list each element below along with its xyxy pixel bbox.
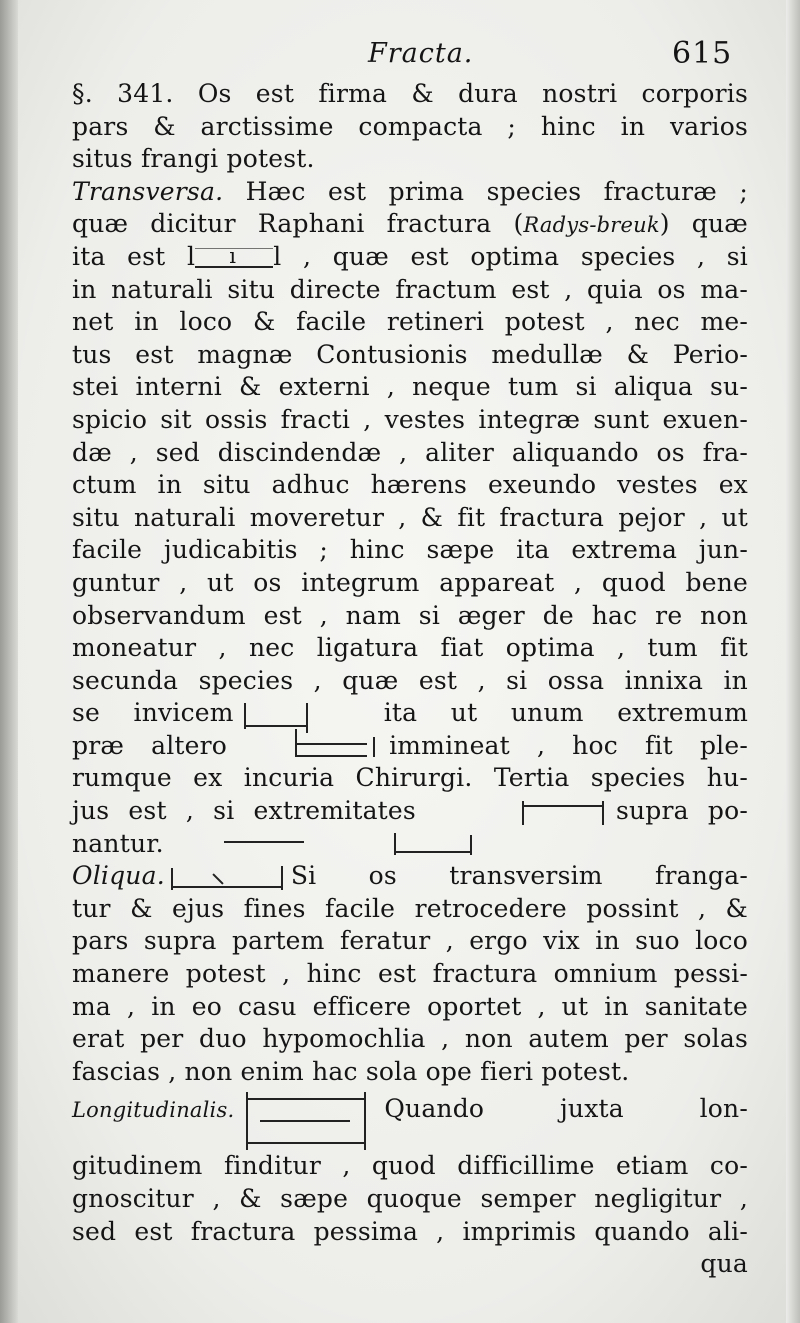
- text-line-15: [72, 534, 748, 567]
- line-32-text: Quando juxta lon-: [384, 1094, 748, 1124]
- longitudinal-fracture-figure: [234, 1092, 384, 1150]
- line-3-text: situs frangi potest.: [72, 144, 315, 174]
- text-line-5: [72, 208, 748, 241]
- text-line-2: [72, 111, 748, 144]
- line-26-text: tur & ejus fines facile retrocedere possint , &: [72, 893, 748, 923]
- text-line-25: [72, 860, 748, 893]
- text-line-23: [72, 795, 748, 828]
- line-30-text: erat per duo hypomochlia , non autem per solas: [72, 1024, 748, 1054]
- page-number: 615: [672, 36, 733, 71]
- text-line-26: [72, 893, 748, 926]
- text-line-31: [72, 1056, 748, 1089]
- line-35-text: sed est fractura pessima , imprimis quando ali-: [72, 1216, 748, 1246]
- third-species-figure-lower: [224, 833, 514, 857]
- third-species-figure-upper: [416, 801, 616, 825]
- line-6-text-c: l , quæ est optima species , si: [273, 241, 748, 271]
- line-31-text: fascias , non enim hac sola ope fieri potest.: [72, 1056, 630, 1086]
- text-line-1: [72, 78, 748, 111]
- line-21-text-b: immineat , hoc fit ple-: [389, 730, 748, 760]
- text-line-29: [72, 991, 748, 1024]
- text-line-19: [72, 665, 748, 698]
- line-23-text-b: supra po-: [615, 796, 748, 826]
- running-head: Fracta.: [368, 38, 474, 69]
- text-line-3: [72, 143, 748, 176]
- text-line-30: [72, 1023, 748, 1056]
- text-line-35: [72, 1216, 748, 1249]
- catchword-line: [72, 1248, 748, 1281]
- line-15-text: facile judicabitis ; hinc sæpe ita extrema jun-: [72, 535, 748, 565]
- dutch-term: Radys-breuk: [523, 213, 660, 238]
- text-line-11: [72, 404, 748, 437]
- line-20-text-a: se invicem: [72, 698, 234, 728]
- text-line-9: [72, 339, 748, 372]
- text-line-32: [72, 1088, 748, 1150]
- line-14-text: situ naturali moveretur , & fit fractura pejor , ut: [72, 502, 748, 532]
- line-2-text: pars & arctissime compacta ; hinc in varios: [72, 111, 748, 141]
- line-9-text: tus est magnæ Contusionis medullæ & Perio-: [72, 339, 748, 369]
- line-34-text: gnoscitur , & sæpe quoque semper negligitur ,: [72, 1184, 748, 1213]
- text-line-22: [72, 762, 748, 795]
- text-line-33: [72, 1150, 748, 1183]
- text-line-13: [72, 469, 748, 502]
- text-line-17: [72, 600, 748, 633]
- text-line-8: [72, 306, 748, 339]
- line-12-text: dæ , sed discindendæ , aliter aliquando os fra-: [72, 437, 748, 467]
- line-5-text-a: quæ dicitur Raphani fractura (: [72, 209, 524, 239]
- text-line-18: [72, 632, 748, 665]
- text-line-21: [72, 730, 748, 763]
- text-line-16: [72, 567, 748, 600]
- heading-transversa: Transversa.: [72, 176, 224, 206]
- line-13-text: ctum in situ adhuc hærens exeundo vestes ex: [72, 470, 748, 500]
- page-gutter-shadow: [0, 0, 18, 1323]
- line-20-text-b: ita ut unum extremum: [383, 698, 748, 728]
- text-line-34: [72, 1183, 748, 1216]
- line-28-text: manere potest , hinc est fractura omnium pessi-: [72, 959, 748, 989]
- line-23-text-a: jus est , si extremitates: [72, 796, 416, 826]
- text-line-14: [72, 502, 748, 535]
- overlap-fracture-figure-upper: [234, 703, 384, 727]
- line-18-text: moneatur , nec ligatura fiat optima , tum fit: [72, 633, 748, 663]
- text-line-24: [72, 828, 748, 861]
- line-33-text: gitudinem finditur , quod difficillime etiam co-: [72, 1151, 748, 1181]
- line-10-text: stei interni & externi , neque tum si aliqua su-: [72, 372, 748, 402]
- text-line-27: [72, 925, 748, 958]
- body-text: [72, 78, 748, 1281]
- line-8-text: net in loco & facile retineri potest , nec me-: [72, 307, 748, 337]
- text-line-6: [72, 241, 748, 274]
- line-17-text: observandum est , nam si æger de hac re non: [72, 600, 748, 630]
- line-5-text-c: ) quæ: [659, 209, 748, 239]
- overlap-fracture-figure-lower: [227, 735, 389, 759]
- text-line-10: [72, 371, 748, 404]
- line-11-text: spicio sit ossis fracti , vestes integræ sunt exuen-: [72, 404, 748, 434]
- catchword: qua: [700, 1249, 748, 1279]
- oblique-fracture-figure: [165, 866, 291, 890]
- line-27-text: pars supra partem feratur , ergo vix in suo loco: [72, 926, 748, 956]
- line-19-text: secunda species , quæ est , si ossa innixa in: [72, 665, 748, 695]
- line-16-text: guntur , ut os integrum appareat , quod bene: [72, 567, 748, 597]
- fracture-mark: ı: [229, 244, 237, 269]
- line-4-text: Hæc est prima species fracturæ ;: [245, 176, 749, 206]
- line-21-text-a: præ altero: [72, 730, 228, 760]
- line-22-text: rumque ex incuria Chirurgi. Tertia species hu-: [72, 763, 748, 793]
- text-line-20: [72, 697, 748, 730]
- line-1-text: §. 341. Os est firma & dura nostri corporis: [72, 79, 748, 108]
- line-7-text: in naturali situ directe fractum est , quia os ma-: [72, 274, 748, 304]
- text-line-4: [72, 176, 748, 209]
- transverse-fracture-figure: [195, 246, 273, 270]
- line-25-text: Si os transversim franga-: [290, 861, 748, 891]
- heading-longitudinalis: Longitudinalis.: [72, 1098, 235, 1123]
- line-6-text-a: ita est l: [72, 241, 196, 271]
- text-line-28: [72, 958, 748, 991]
- heading-oliqua: Oliqua.: [72, 861, 165, 891]
- text-line-12: [72, 437, 748, 470]
- text-line-7: [72, 274, 748, 307]
- line-24-text: nantur.: [72, 828, 164, 858]
- line-29-text: ma , in eo casu efficere oportet , ut in sanitate: [72, 991, 748, 1021]
- page-edge-shadow: [786, 0, 800, 1323]
